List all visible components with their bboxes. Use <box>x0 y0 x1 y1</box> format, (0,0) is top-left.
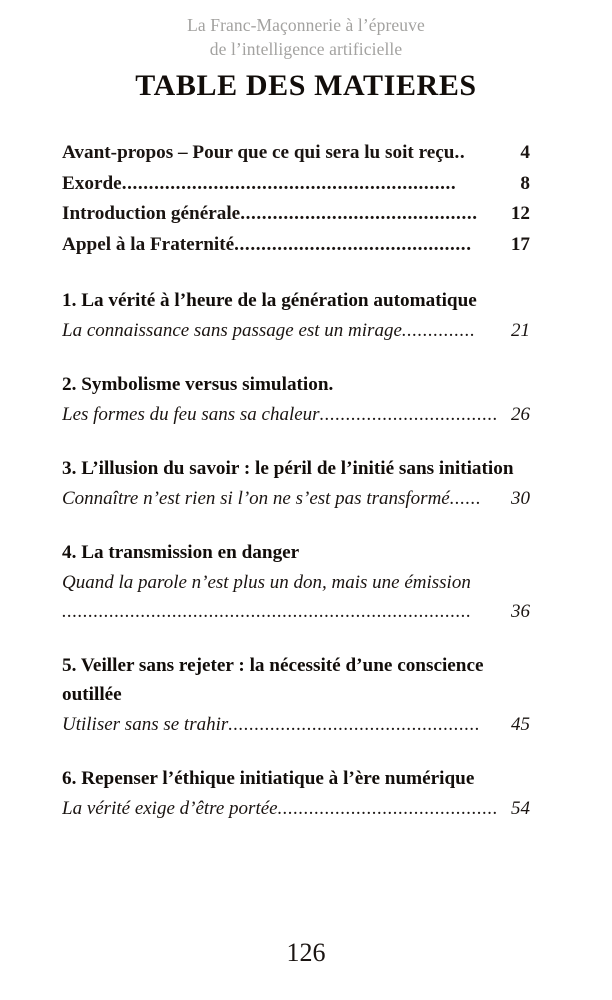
toc-chapter-subtitle-text: Les formes du feu sans sa chaleur <box>62 404 320 425</box>
toc-chapter-subtitle <box>62 794 530 823</box>
toc-chapter-title: 5. Veiller sans rejeter : la nécessité d’une conscience outillée <box>62 655 484 705</box>
folio-page-number: 126 <box>286 938 326 967</box>
toc-chapter-subtitle-row <box>62 484 530 513</box>
toc-chapter-leader: .......................................... <box>277 798 499 819</box>
toc-chapter-title: 6. Repenser l’éthique initiatique à l’ère numérique <box>62 768 475 789</box>
toc-entry-leader: .............................................................. <box>121 172 457 194</box>
toc-entry-label: Avant-propos – Pour que ce qui sera lu soit reçu <box>62 142 455 163</box>
toc-chapter-title: 4. La transmission en danger <box>62 542 300 563</box>
front-matter-list <box>62 138 530 260</box>
toc-chapter-page: 45 <box>511 714 530 735</box>
toc-chapter-leader: ................................................ <box>228 714 481 735</box>
toc-chapter-subtitle-text: Quand la parole n’est plus un don, mais une émission <box>62 572 471 593</box>
toc-chapter-page: 30 <box>511 488 530 509</box>
toc-entry-label: Appel à la Fraternité <box>62 233 235 255</box>
toc-chapter-subtitle <box>62 400 530 429</box>
toc-entry-page: 12 <box>510 203 530 224</box>
toc-chapter[interactable] <box>62 454 530 513</box>
toc-chapter-subtitle-text: La connaissance sans passage est un mirage <box>62 320 402 341</box>
toc-chapter-subtitle-text: Connaître n’est rien si l’on ne s’est pas transformé <box>62 488 450 509</box>
toc-chapter-leader: ...... <box>449 488 482 509</box>
toc-chapter[interactable] <box>62 286 530 345</box>
toc-chapter-subtitle-row <box>62 400 530 429</box>
toc-entry[interactable] <box>62 199 530 230</box>
toc-chapter-subtitle-text: La vérité exige d’être portée <box>62 798 278 819</box>
running-head-line-2: de l’intelligence artificielle <box>209 39 403 59</box>
toc-entry-leader: ............................................ <box>240 203 478 224</box>
toc-entry[interactable] <box>62 230 530 261</box>
toc-entry[interactable] <box>62 138 530 169</box>
toc-chapter-subtitle <box>62 568 530 626</box>
running-head <box>0 13 612 61</box>
toc-entry-page: 17 <box>510 233 530 255</box>
toc-chapter-leader-row <box>62 597 530 626</box>
toc-chapter-page: 26 <box>511 404 530 425</box>
toc-chapter-leader: .............................................................................. <box>62 601 472 622</box>
toc-chapter-title: 3. L’illusion du savoir : le péril de l’initié sans initiation <box>62 458 514 479</box>
toc-chapter-leader: .............. <box>401 320 476 341</box>
toc-chapter-page: 21 <box>511 320 530 341</box>
toc-chapter-page: 36 <box>511 601 530 622</box>
toc-chapter-leader: .................................. <box>319 404 499 425</box>
running-head-line-1: La Franc-Maçonnerie à l’épreuve <box>187 15 425 35</box>
toc-chapter-subtitle-text: Utiliser sans se trahir <box>62 714 229 735</box>
toc-chapter-page: 54 <box>511 798 530 819</box>
toc-chapter-subtitle-row <box>62 710 530 739</box>
toc-entry-leader: .. <box>454 142 466 163</box>
toc-entry[interactable] <box>62 169 530 200</box>
toc-entry-page: 4 <box>520 142 530 163</box>
toc-entry-label: Exorde <box>62 172 122 194</box>
toc-chapter-subtitle <box>62 484 530 513</box>
toc-chapter-subtitle <box>62 710 530 739</box>
page-title: TABLE DES MATIERES <box>135 69 477 102</box>
toc-content <box>62 138 530 848</box>
chapter-list <box>62 286 530 823</box>
toc-chapter-subtitle-row <box>62 794 530 823</box>
toc-chapter[interactable] <box>62 370 530 429</box>
toc-chapter[interactable] <box>62 538 530 626</box>
toc-entry-leader: ............................................ <box>234 233 472 255</box>
toc-chapter[interactable] <box>62 651 530 739</box>
toc-chapter-title: 2. Symbolisme versus simulation. <box>62 374 334 395</box>
toc-entry-page: 8 <box>520 172 530 194</box>
toc-chapter-subtitle <box>62 316 530 345</box>
toc-chapter-title: 1. La vérité à l’heure de la génération automatique <box>62 290 477 311</box>
toc-chapter-subtitle-row <box>62 316 530 345</box>
toc-chapter[interactable] <box>62 764 530 823</box>
toc-entry-label: Introduction générale <box>62 203 241 224</box>
